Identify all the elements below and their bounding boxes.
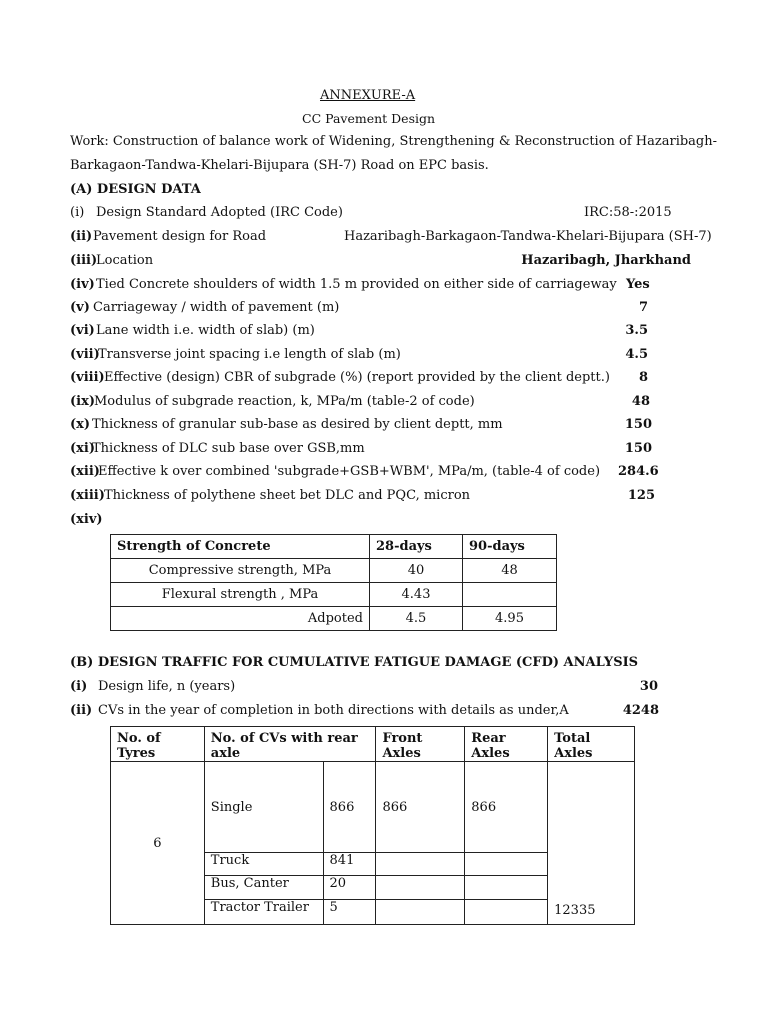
table-header-cell: No. of Tyres (111, 727, 205, 762)
item-text: Effective k over combined 'subgrade+GSB+WBM', MPa/m, (table-4 of code) (98, 464, 601, 479)
table-header-cell: No. of CVs with rear axle (204, 727, 376, 762)
vehicle-type-cell: Truck (204, 853, 323, 876)
front-axles-cell (376, 900, 465, 925)
table-cell: 48 (463, 559, 557, 583)
traffic-table (110, 726, 635, 925)
table-cell: Flexural strength , MPa (111, 583, 370, 607)
table-cell: Compressive strength, MPa (111, 559, 370, 583)
item-value: Hazaribagh, Jharkhand (521, 253, 691, 268)
item-number: (i) (70, 679, 88, 694)
item-text: Thickness of polythene sheet bet DLC and PQC, micron (104, 488, 471, 503)
item-value: Yes (626, 277, 650, 292)
table-cell: 4.95 (463, 607, 557, 631)
table-row (111, 583, 557, 607)
work-description-line1: Work: Construction of balance work of Widening, Strengthening & Reconstruction of Hazaribagh- (70, 134, 718, 149)
table-header-row (111, 727, 635, 762)
item-value: 8 (638, 370, 648, 385)
vehicle-count-cell: 866 (323, 762, 376, 853)
item-value: 7 (638, 300, 648, 315)
table-header-row (111, 535, 557, 559)
item-number: (xi) (70, 441, 95, 456)
vehicle-count-cell: 841 (323, 853, 376, 876)
item-text: Pavement design for Road (93, 229, 267, 244)
item-number: (v) (70, 300, 90, 315)
vehicle-type-cell: Single (204, 762, 323, 853)
item-value: IRC:58-:2015 (584, 205, 672, 220)
item-number: (xiv) (70, 512, 103, 527)
annexure-label: ANNEXURE-A (320, 88, 416, 103)
table-header-cell: 90-days (463, 535, 557, 559)
item-number: (i) (70, 205, 85, 220)
vehicle-type-cell: Bus, Canter (204, 876, 323, 900)
rear-axles-cell: 866 (465, 762, 548, 853)
item-number: (iv) (70, 277, 95, 292)
item-value: Hazaribagh-Barkagaon-Tandwa-Khelari-Bijupara (SH-7) (344, 229, 712, 244)
table-header-cell: Strength of Concrete (111, 535, 370, 559)
item-text: Thickness of granular sub-base as desired by client deptt, mm (92, 417, 503, 432)
vehicle-count-cell: 5 (323, 900, 376, 925)
table-cell: 4.43 (370, 583, 463, 607)
front-axles-cell: 866 (376, 762, 465, 853)
rear-axles-cell (465, 900, 548, 925)
item-value: 30 (639, 679, 658, 694)
item-value: 48 (631, 394, 650, 409)
table-row (111, 607, 557, 631)
front-axles-cell (376, 853, 465, 876)
item-text: Design life, n (years) (98, 679, 236, 694)
table-cell: 4.5 (370, 607, 463, 631)
item-number: (ii) (70, 703, 93, 718)
item-value: 150 (624, 417, 652, 432)
rear-axles-cell (465, 853, 548, 876)
table-header-cell: Rear Axles (465, 727, 548, 762)
item-number: (vi) (70, 323, 95, 338)
item-number: (viii) (70, 370, 105, 385)
item-number: (vii) (70, 347, 100, 362)
item-text: Lane width i.e. width of slab) (m) (96, 323, 315, 338)
table-row (111, 762, 635, 853)
tyres-cell: 6 (111, 762, 205, 925)
item-text: Location (96, 253, 154, 268)
item-value: 125 (627, 488, 655, 503)
item-text: Design Standard Adopted (IRC Code) (96, 205, 343, 220)
item-text: Tied Concrete shoulders of width 1.5 m provided on either side of carriageway (96, 277, 617, 292)
item-number: (ix) (70, 394, 95, 409)
front-axles-cell (376, 876, 465, 900)
item-text: Transverse joint spacing i.e length of slab (m) (98, 347, 401, 362)
item-text: CVs in the year of completion in both directions with details as under,A (98, 703, 569, 718)
item-text: Effective (design) CBR of subgrade (%) (report provided by the client deptt.) (104, 370, 610, 385)
item-value: 4.5 (625, 347, 648, 362)
vehicle-type-cell: Tractor Trailer (204, 900, 323, 925)
section-b-heading: (B) DESIGN TRAFFIC FOR CUMULATIVE FATIGUE DAMAGE (CFD) ANALYSIS (70, 655, 639, 670)
section-a-heading: (A) DESIGN DATA (70, 182, 201, 197)
item-number: (iii) (70, 253, 98, 268)
item-value: 150 (624, 441, 652, 456)
document-title: CC Pavement Design (302, 111, 436, 126)
item-text: Thickness of DLC sub base over GSB,mm (92, 441, 365, 456)
table-cell: 40 (370, 559, 463, 583)
table-header-cell: Total Axles (548, 727, 635, 762)
table-cell (463, 583, 557, 607)
item-number: (xiii) (70, 488, 105, 503)
rear-axles-cell (465, 876, 548, 900)
item-value: 284.6 (618, 464, 659, 479)
concrete-strength-table (110, 534, 557, 631)
item-value: 4248 (622, 703, 659, 718)
table-cell: Adpoted (111, 607, 370, 631)
item-number: (x) (70, 417, 91, 432)
item-value: 3.5 (625, 323, 648, 338)
table-header-cell: 28-days (370, 535, 463, 559)
table-row (111, 559, 557, 583)
total-axles-cell: 12335 (548, 762, 635, 925)
vehicle-count-cell: 20 (323, 876, 376, 900)
item-number: (xii) (70, 464, 100, 479)
item-number: (ii) (70, 229, 93, 244)
item-text: Carriageway / width of pavement (m) (93, 300, 340, 315)
table-header-cell: Front Axles (376, 727, 465, 762)
work-description-line2: Barkagaon-Tandwa-Khelari-Bijupara (SH-7) Road on EPC basis. (70, 158, 489, 173)
item-text: Modulus of subgrade reaction, k, MPa/m (table-2 of code) (94, 394, 475, 409)
